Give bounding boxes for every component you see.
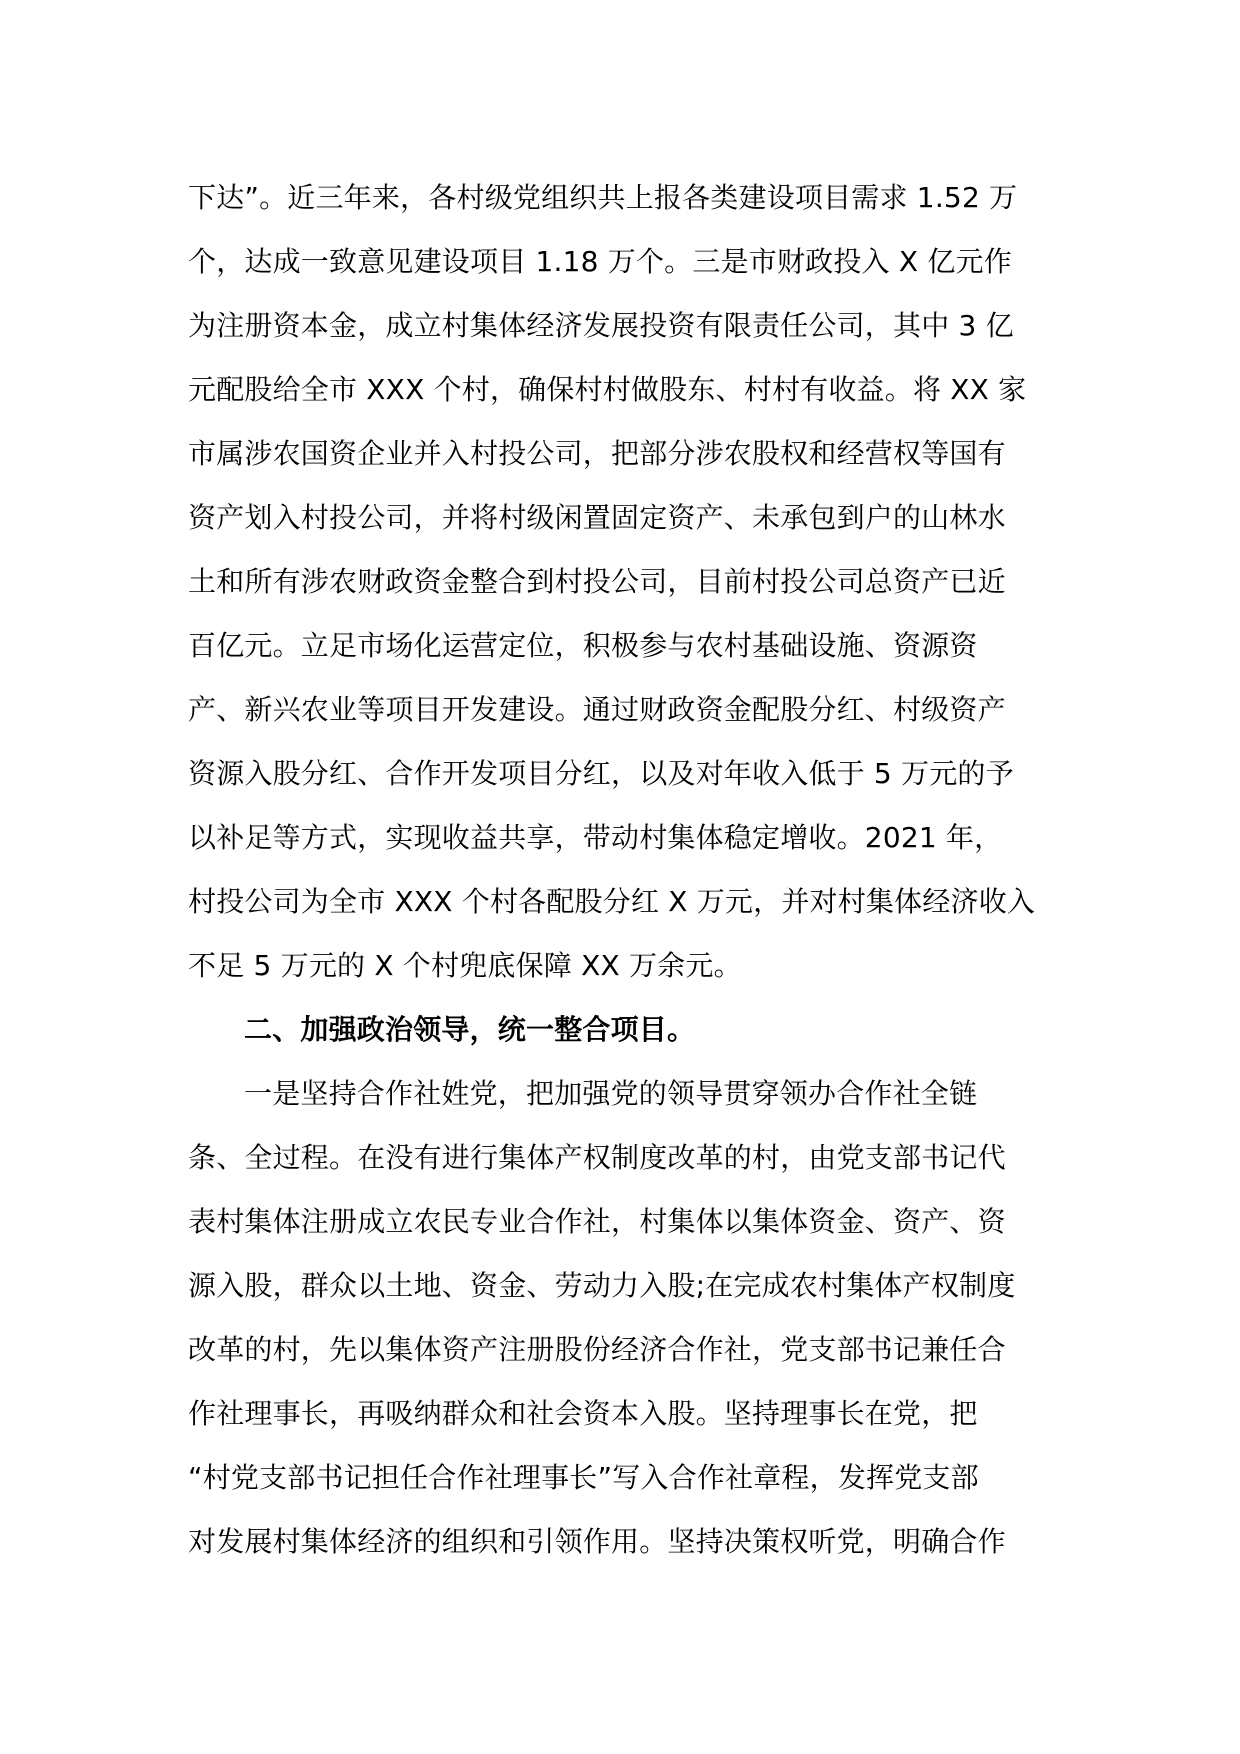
paragraph-line: 一是坚持合作社姓党，把加强党的领导贯穿领办合作社全链 (244, 1077, 978, 1110)
paragraph-line: 作社理事长，再吸纳群众和社会资本入股。坚持理事长在党，把 (188, 1397, 978, 1430)
paragraph-line: 村投公司为全市 XXX 个村各配股分红 X 万元，并对村集体经济收入 (188, 885, 1036, 918)
section-heading: 二、加强政治领导，统一整合项目。 (244, 1013, 696, 1046)
paragraph-line: 以补足等方式，实现收益共享，带动村集体稳定增收。2021 年， (188, 821, 1003, 854)
paragraph-line: 表村集体注册成立农民专业合作社，村集体以集体资金、资产、资 (188, 1205, 1006, 1238)
paragraph-line: 源入股，群众以土地、资金、劳动力入股;在完成农村集体产权制度 (188, 1269, 1016, 1302)
paragraph-line: 下达”。近三年来，各村级党组织共上报各类建设项目需求 1.52 万 (188, 181, 1018, 214)
paragraph-line: 改革的村，先以集体资产注册股份经济合作社，党支部书记兼任合 (188, 1333, 1006, 1366)
paragraph-line: 百亿元。立足市场化运营定位，积极参与农村基础设施、资源资 (188, 629, 978, 662)
paragraph-line: 不足 5 万元的 X 个村兜底保障 XX 万余元。 (188, 949, 742, 982)
paragraph-line: 资源入股分红、合作开发项目分红，以及对年收入低于 5 万元的予 (188, 757, 1014, 790)
paragraph-line: 产、新兴农业等项目开发建设。通过财政资金配股分红、村级资产 (188, 693, 1006, 726)
document-body (188, 166, 1068, 1574)
paragraph-line: 个，达成一致意见建设项目 1.18 万个。三是市财政投入 X 亿元作 (188, 245, 1012, 278)
paragraph-line: “村党支部书记担任合作社理事长”写入合作社章程，发挥党支部 (188, 1461, 979, 1494)
paragraph-line: 元配股给全市 XXX 个村，确保村村做股东、村村有收益。将 XX 家 (188, 373, 1027, 406)
paragraph-line: 为注册资本金，成立村集体经济发展投资有限责任公司，其中 3 亿 (188, 309, 1014, 342)
paragraph-line: 条、全过程。在没有进行集体产权制度改革的村，由党支部书记代 (188, 1141, 1006, 1174)
paragraph-line: 对发展村集体经济的组织和引领作用。坚持决策权听党，明确合作 (188, 1525, 1006, 1558)
paragraph-line: 土和所有涉农财政资金整合到村投公司，目前村投公司总资产已近 (188, 565, 1006, 598)
paragraph-line: 市属涉农国资企业并入村投公司，把部分涉农股权和经营权等国有 (188, 437, 1006, 470)
paragraph-line: 资产划入村投公司，并将村级闲置固定资产、未承包到户的山林水 (188, 501, 1006, 534)
